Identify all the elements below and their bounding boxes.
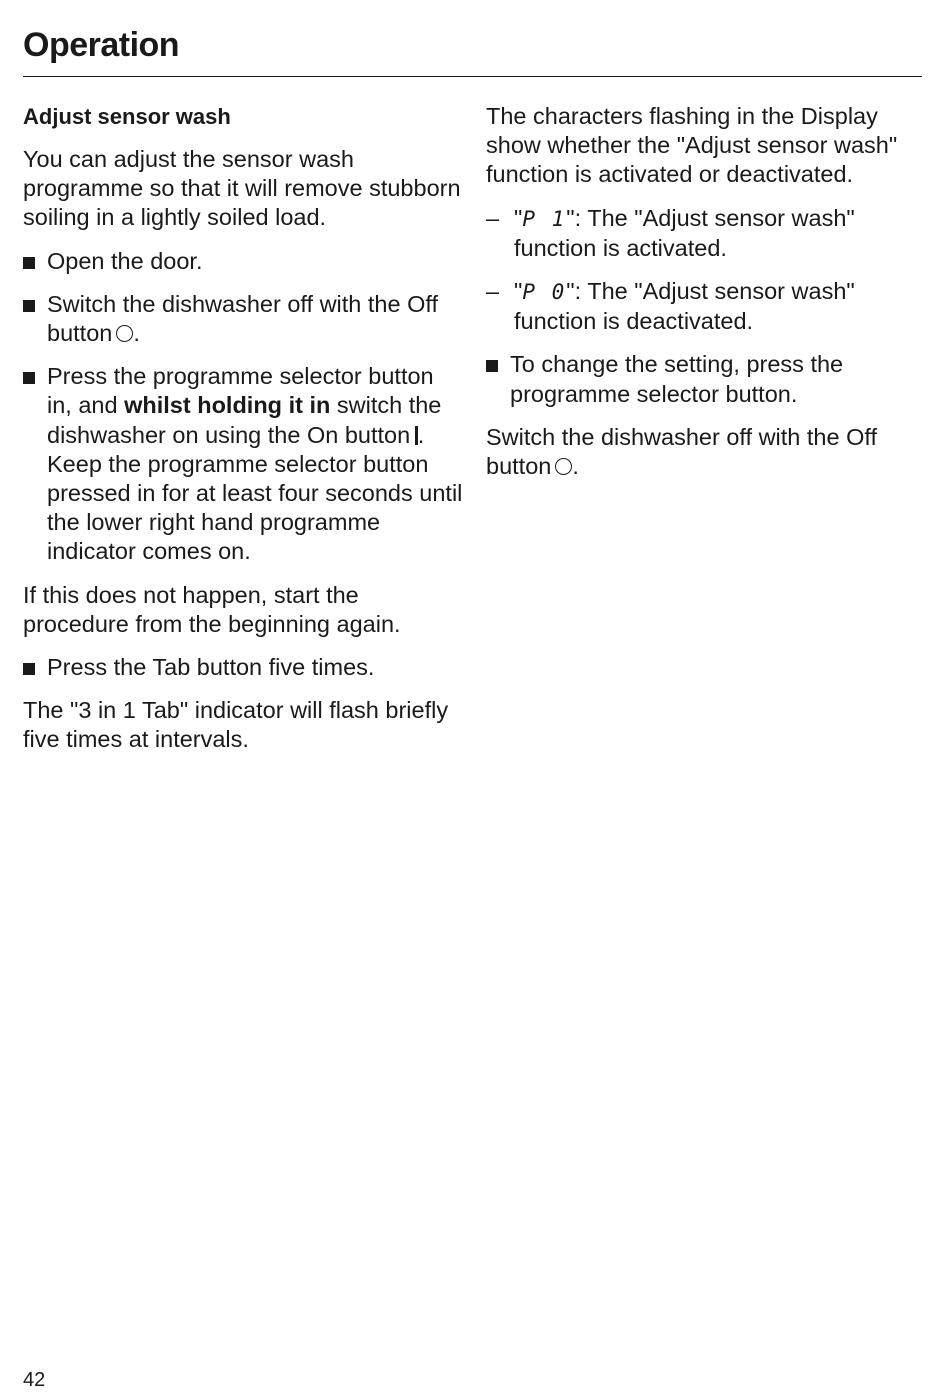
- step-open-door: [23, 247, 463, 276]
- dash-marker: –: [486, 204, 500, 231]
- off-button-circle-icon: [555, 458, 572, 475]
- square-bullet-icon: [23, 372, 35, 384]
- page-number: 42: [23, 1369, 46, 1391]
- section-heading: Adjust sensor wash: [23, 104, 231, 129]
- square-bullet-icon: [23, 257, 35, 269]
- step-text-post: switch the dishwasher on using the On button: [47, 392, 442, 448]
- step-continuation: Keep the programme selector button pressed in for at least four seconds until the lower right hand programme indicator comes on.: [47, 450, 463, 565]
- step-press-tab: [23, 653, 463, 682]
- switch-off-note: Switch the dishwasher off with the Off button .: [486, 423, 877, 480]
- step-text-bold: whilst holding it in: [124, 392, 331, 419]
- option-deactivated: – "P 0": The "Adjust sensor wash" function is deactivated.: [486, 278, 855, 335]
- left-column: [23, 102, 463, 769]
- page-title: Operation: [23, 26, 180, 64]
- step-text: To change the setting, press the programme selector button.: [510, 351, 844, 407]
- switch-off-text: Switch the dishwasher off with the Off button: [486, 423, 877, 480]
- square-bullet-icon: [23, 663, 35, 675]
- display-code: P 1: [522, 206, 567, 231]
- square-bullet-icon: [23, 300, 35, 312]
- option-activated: – "P 1": The "Adjust sensor wash" function is activated.: [486, 204, 855, 261]
- title-rule: [23, 76, 922, 77]
- intro-paragraph: You can adjust the sensor wash programme so that it will remove stubborn soiling in a lightly soiled load.: [23, 146, 461, 231]
- dash-marker: –: [486, 278, 500, 305]
- option-text: : The "Adjust sensor wash" function is activated.: [514, 204, 855, 261]
- step-change-setting: [486, 350, 922, 408]
- step-text: Switch the dishwasher off with the Off button: [47, 290, 438, 347]
- on-button-bar-icon: [415, 426, 418, 445]
- display-code: P 0: [522, 280, 567, 305]
- right-column: [486, 102, 922, 495]
- step-text: Press the Tab button five times.: [47, 654, 375, 681]
- retry-note: If this does not happen, start the procedure from the beginning again.: [23, 581, 401, 637]
- step-text-pre: Press the programme selector button in, and: [47, 363, 434, 419]
- option-text: : The "Adjust sensor wash" function is deactivated.: [514, 278, 855, 335]
- step-hold-selector: Press the programme selector button in, and whilst holding it in switch the dishwasher on using the On button . Keep the programme selector button pressed in for at least four seconds until the lower right hand programme indicator comes on.: [23, 362, 463, 566]
- step-text: Open the door.: [47, 247, 203, 274]
- display-intro: The characters flashing in the Display show whether the "Adjust sensor wash" function is activated or deactivated.: [486, 103, 898, 188]
- step-switch-off: Switch the dishwasher off with the Off button .: [23, 290, 463, 348]
- square-bullet-icon: [486, 360, 498, 372]
- tab-indicator-note: The "3 in 1 Tab" indicator will flash briefly five times at intervals.: [23, 697, 449, 753]
- off-button-circle-icon: [116, 325, 133, 342]
